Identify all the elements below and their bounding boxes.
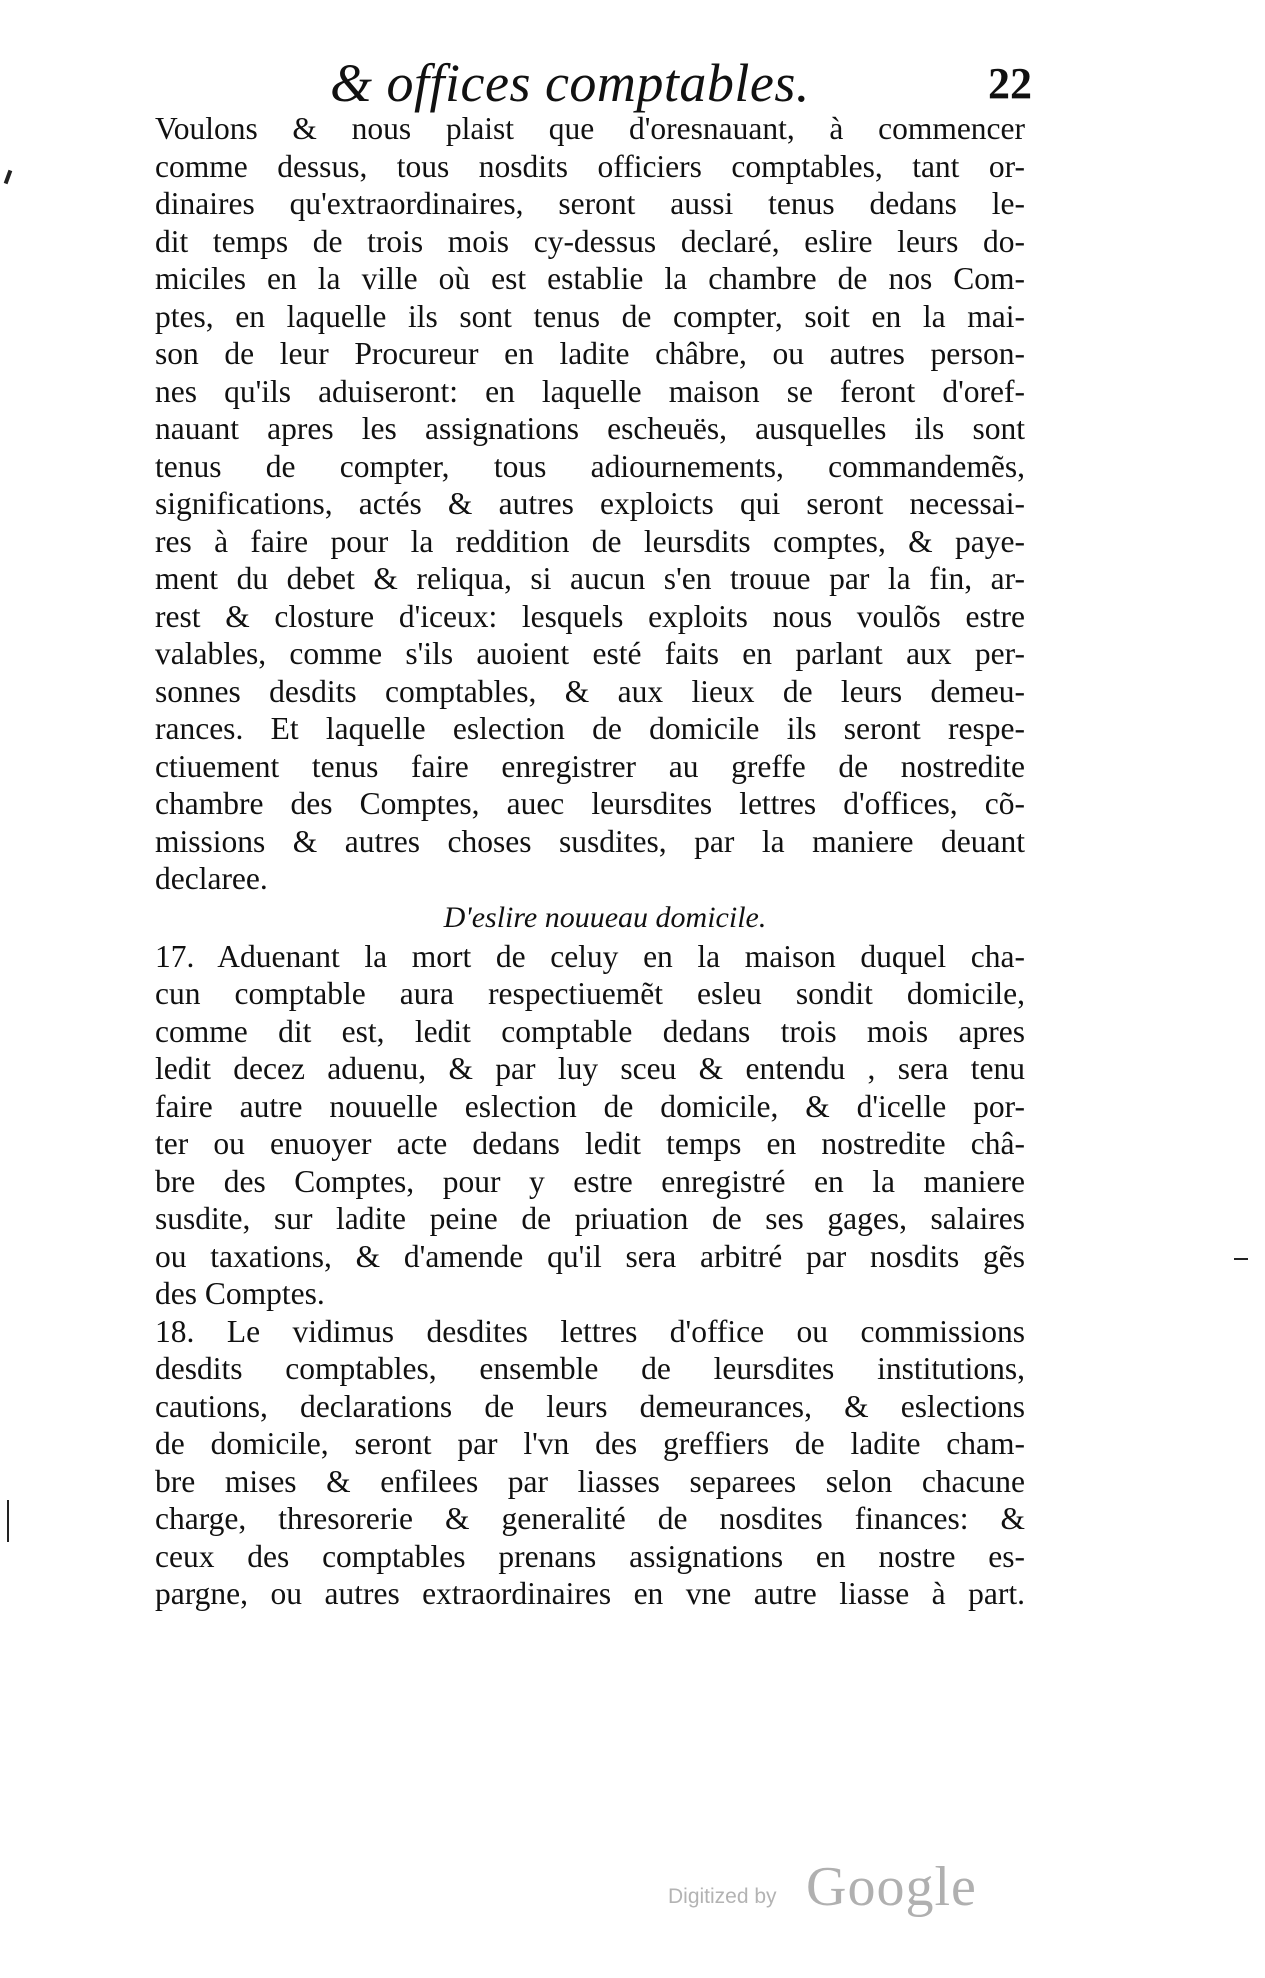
- margin-mark: [7, 1500, 9, 1542]
- text-line: desdits comptables, ensemble de leursdites institutions,: [155, 1351, 1025, 1386]
- margin-mark: [4, 170, 13, 185]
- text-line: cun comptable aura respectiuemẽt esleu sondit domicile,: [155, 976, 1025, 1011]
- running-title: & offices comptables.: [330, 53, 810, 113]
- paragraph-article-17-18: [155, 938, 1025, 1613]
- page-header: [330, 48, 1050, 118]
- page-number: 22: [988, 59, 1032, 108]
- text-line: dit temps de trois mois cy-dessus declaré, eslire leurs do-: [155, 223, 1025, 259]
- text-line: 18. Le vidimus desdites lettres d'office ou commissions: [155, 1313, 1025, 1349]
- paragraph-domicile: [155, 110, 1025, 898]
- text-line: cautions, declarations de leurs demeurances, & eslections: [155, 1388, 1025, 1424]
- text-line: ter ou enuoyer acte dedans ledit temps en nostredite châ-: [155, 1126, 1025, 1161]
- text-line: dinaires qu'extraordinaires, seront aussi tenus dedans le-: [155, 186, 1025, 221]
- watermark-logo: Google: [806, 1856, 977, 1918]
- text-line: comme dit est, ledit comptable dedans trois mois apres: [155, 1013, 1025, 1049]
- text-line: bre mises & enfilees par liasses separees selon chacune: [155, 1463, 1025, 1499]
- text-block: [155, 110, 1025, 1613]
- text-line: ment du debet & reliqua, si aucun s'en trouue par la fin, ar-: [155, 561, 1025, 596]
- margin-mark: [1234, 1258, 1248, 1260]
- text-line: chambre des Comptes, auec leursdites lettres d'offices, cõ-: [155, 786, 1025, 821]
- text-line: tenus de compter, tous adiournements, commandemẽs,: [155, 448, 1025, 484]
- text-line: Voulons & nous plaist que d'oresnauant, à commencer: [155, 111, 1025, 146]
- text-line: missions & autres choses susdites, par la maniere deuant: [155, 823, 1025, 859]
- text-line: pargne, ou autres extraordinaires en vne autre liasse à part.: [155, 1576, 1025, 1611]
- text-line: susdite, sur ladite peine de priuation de ses gages, salaires: [155, 1201, 1025, 1236]
- text-line: des Comptes.: [155, 1276, 325, 1311]
- watermark-prefix: Digitized by: [668, 1885, 777, 1908]
- text-line: charge, thresorerie & generalité de nosdites finances: &: [155, 1501, 1025, 1536]
- text-line: significations, actés & autres exploicts qui seront necessai-: [155, 486, 1025, 521]
- text-line: sonnes desdits comptables, & aux lieux de leurs demeu-: [155, 673, 1025, 709]
- text-line: ctiuement tenus faire enregistrer au greffe de nostredite: [155, 748, 1025, 784]
- text-line: valables, comme s'ils auoient esté faits en parlant aux per-: [155, 636, 1025, 671]
- text-line: bre des Comptes, pour y estre enregistré en la maniere: [155, 1163, 1025, 1199]
- text-line: faire autre nouuelle eslection de domicile, & d'icelle por-: [155, 1088, 1025, 1124]
- text-line: ptes, en laquelle ils sont tenus de compter, soit en la mai-: [155, 298, 1025, 334]
- text-line: 17. Aduenant la mort de celuy en la maison duquel cha-: [155, 938, 1025, 974]
- text-line: nes qu'ils aduiseront: en laquelle maison se feront d'oref-: [155, 373, 1025, 409]
- text-line: comme dessus, tous nosdits officiers comptables, tant or-: [155, 148, 1025, 184]
- text-line: son de leur Procureur en ladite châbre, ou autres person-: [155, 336, 1025, 371]
- text-line: de domicile, seront par l'vn des greffiers de ladite cham-: [155, 1426, 1025, 1461]
- digitized-watermark: [668, 1855, 1008, 1925]
- text-line: res à faire pour la reddition de leursdits comptes, & paye-: [155, 523, 1025, 559]
- text-line: miciles en la ville où est establie la chambre de nos Com-: [155, 261, 1025, 296]
- text-line: nauant apres les assignations escheuës, ausquelles ils sont: [155, 411, 1025, 446]
- section-heading: D'eslire nouueau domicile.: [443, 900, 767, 934]
- text-line: ou taxations, & d'amende qu'il sera arbitré par nosdits gẽs: [155, 1238, 1025, 1274]
- text-line: ceux des comptables prenans assignations en nostre es-: [155, 1538, 1025, 1574]
- text-line: declaree.: [155, 861, 268, 896]
- text-line: rest & closture d'iceux: lesquels exploits nous voulõs estre: [155, 598, 1025, 634]
- text-line: ledit decez aduenu, & par luy sceu & entendu , sera tenu: [155, 1051, 1025, 1086]
- text-line: rances. Et laquelle eslection de domicile ils seront respe-: [155, 711, 1025, 746]
